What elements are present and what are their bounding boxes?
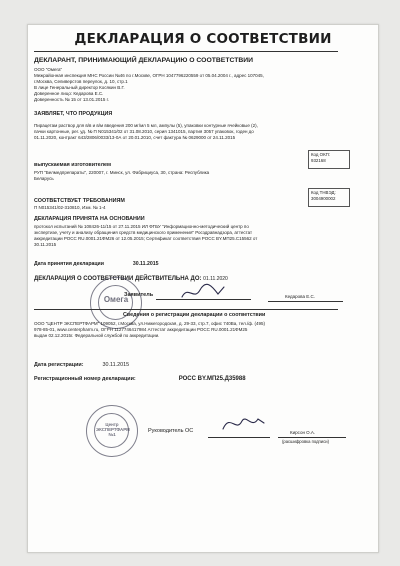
manufacturer-heading: выпускаемая изготовителем	[34, 162, 111, 168]
registration-line: ООО "ЦЕНТР ЭКСПЕРТФАРМ" 109052, г.Москва, ул.Нижегородская, д. 29-33, стр.7, офис 740Ва, тел./ф. (495)	[34, 321, 265, 326]
applicant-line: В лице Генеральный директор Косякин В.Г.	[34, 85, 125, 90]
os-head-label: Руководитель ОС	[148, 428, 194, 434]
manufacturer-line: Беларусь	[34, 176, 54, 181]
declaration-sheet	[27, 24, 379, 553]
registration-number-label: Регистрационный номер декларации:	[34, 376, 136, 382]
document-title: ДЕКЛАРАЦИЯ О СООТВЕТСТВИИ	[74, 31, 332, 47]
basis-line: протокол испытаний № 108426-11/15 от 27.11.2015 ИЛ ФГБУ "Информационно-методический центр по	[34, 224, 249, 229]
product-line: 01.11.2020, контракт 643/2806/0033/13-0А от 20.01.2010, счет фактура № 0629000 от 24.11.2015	[34, 135, 236, 140]
basis-line: аккредитации РОСС RU.0001.21ФМ26 от 12.05.2015; Сертификат соответствия РОСС BY.МП25.С15562 от	[34, 236, 258, 241]
validity-label: ДЕКЛАРАЦИЯ О СООТВЕТСТВИИ ДЕЙСТВИТЕЛЬНА ДО:	[34, 276, 202, 282]
registration-line: 978-85-01, www.centerpharm.ru, ОГРН 1127746417984 Аттестат аккредитации РОСС RU.0001.21ФМ25	[34, 327, 248, 332]
os-head-sign-line	[208, 437, 270, 438]
title-divider	[34, 51, 338, 52]
basis-block	[34, 224, 364, 248]
applicant-heading: ДЕКЛАРАНТ, ПРИНИМАЮЩИЙ ДЕКЛАРАЦИЮ О СООТВЕТСТВИИ	[34, 57, 254, 64]
accept-date-value: 30.11.2015	[132, 261, 159, 267]
applicant-line: Доверенность № 15 от 13.01.2015 г.	[34, 97, 109, 102]
applicant-block	[34, 67, 354, 103]
applicant-line: г.Москва, Селиверстов переулок, д. 10, стр.1	[34, 79, 128, 84]
tnved-box	[308, 188, 350, 207]
manufacturer-block	[34, 170, 284, 182]
declares-heading: ЗАЯВЛЯЕТ, ЧТО ПРОДУКЦИЯ	[34, 111, 113, 117]
tnved-value: 3004900002	[311, 195, 336, 201]
manufacturer-line: РУП "Белмедпрепараты", 220007, г. Минск, ул. Фабрициуса, 30, страна: Республика	[34, 170, 210, 175]
os-head-signature	[218, 411, 268, 435]
os-head-caption: (расшифровка подписи)	[282, 439, 329, 444]
certification-stamp	[86, 405, 138, 457]
applicant-sign-name: Кедарова Е.С.	[285, 294, 316, 299]
applicant-line: Межрайонная инспекция МНС России №46 по г.Москве, ОГРН 1047796220559 от 05.04.2004 г., адрес 107045,	[34, 73, 264, 78]
okp-value: 932168	[311, 157, 326, 163]
product-line: пачки картонные, рег. уд. № П N015341/02 от 31.08.2010, серия 1341015, партия 3057 упаковок, годен до	[34, 129, 254, 134]
os-head-name: Кирсон О.А.	[290, 430, 316, 435]
requirements-value: П N015341/02-310810, Изм. № 1-4	[34, 205, 106, 210]
accept-date-row	[34, 261, 159, 267]
accept-date-label: Дата принятия декларации	[34, 261, 104, 267]
product-line: Пирацетам раствор для в/в и в/м введения 200 мг/мл 5 мл, ампулы (5), упаковки контурные ячейковые (2),	[34, 123, 258, 128]
stamp-text: Центр ЭКСПЕРТФАРМ №1	[96, 422, 130, 437]
registration-date-row	[34, 362, 129, 368]
registration-divider	[34, 309, 338, 310]
requirements-heading: СООТВЕТСТВУЕТ ТРЕБОВАНИЯМ	[34, 198, 125, 204]
os-head-name-line	[278, 437, 346, 438]
applicant-signature	[178, 281, 228, 303]
okp-box	[308, 150, 350, 169]
product-block	[34, 123, 354, 141]
basis-line: 30.11.2015	[34, 242, 57, 247]
applicant-name-line	[268, 301, 343, 302]
registration-date-value: 30.11.2015	[102, 362, 130, 368]
okp-label: Код ОКП:	[311, 152, 331, 157]
applicant-line: Доверенное лицо: Кедарова Е.С.	[34, 91, 104, 96]
registration-number-value: РОСС BY.МП25.Д35988	[178, 376, 246, 382]
basis-line: экспертизе, учету и анализу обращения средств медицинского применения" Росздравнадзора, аттестат	[34, 230, 253, 235]
basis-heading: ДЕКЛАРАЦИЯ ПРИНЯТА НА ОСНОВАНИИ	[34, 216, 145, 222]
registration-date-label: Дата регистрации:	[34, 362, 84, 368]
registration-line: выдан 02.12.2015г. Федеральной службой по аккредитации.	[34, 333, 160, 338]
registration-block	[34, 321, 364, 339]
validity-value: 01.11.2020	[203, 276, 228, 282]
applicant-sign-label: Заявитель	[124, 292, 154, 298]
applicant-name: ООО "Омега"	[34, 67, 63, 72]
stamp-text: Омега	[103, 295, 129, 304]
registration-heading: Сведения о регистрации декларации о соответствии	[123, 312, 266, 318]
registration-number-row	[34, 376, 246, 382]
tnved-label: Код ТНВЭД:	[311, 190, 336, 195]
